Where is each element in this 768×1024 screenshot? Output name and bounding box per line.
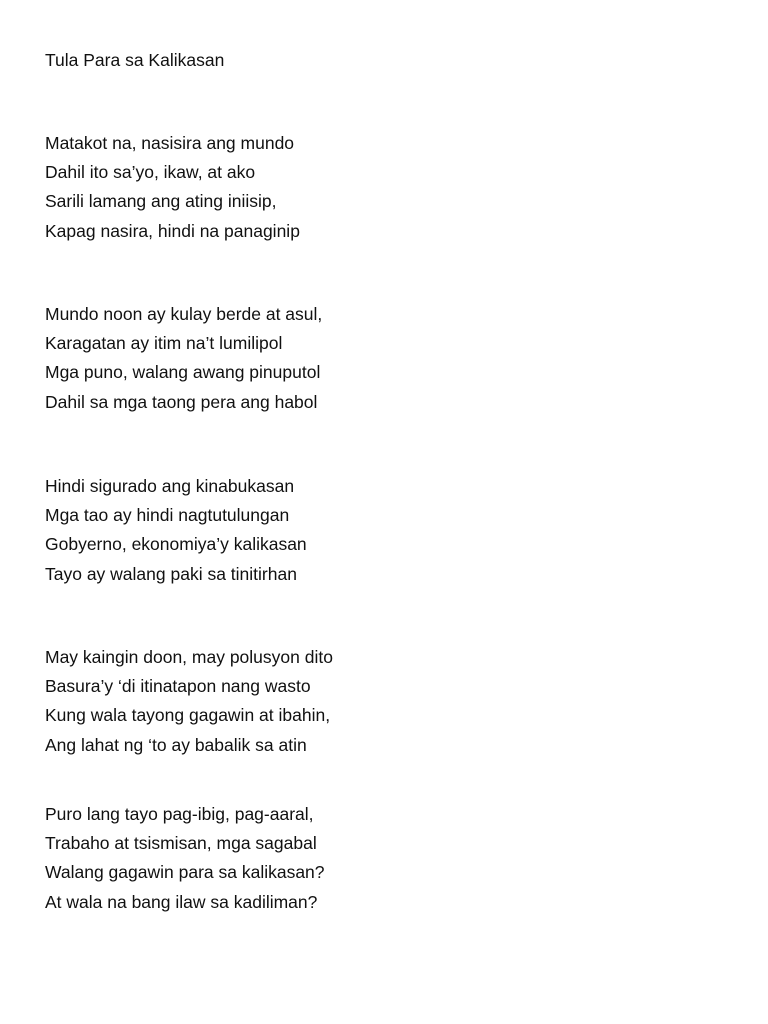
poem-line: Matakot na, nasisira ang mundo: [45, 133, 295, 153]
poem-line: May kaingin doon, may polusyon dito: [45, 647, 333, 667]
poem-line: Walang gagawin para sa kalikasan?: [45, 862, 325, 883]
poem-line: Gobyerno, ekonomiya’y kalikasan: [45, 534, 307, 555]
poem-line: Tayo ay walang paki sa tinitirhan: [45, 563, 297, 584]
poem-line: Dahil sa mga taong pera ang habol: [45, 391, 318, 412]
poem-line: Puro lang tayo pag-ibig, pag-aaral,: [45, 804, 314, 824]
poem-stanza-2: [45, 300, 322, 417]
poem-stanza-3: [45, 472, 307, 589]
poem-line: Dahil ito sa’yo, ikaw, at ako: [45, 162, 256, 183]
poem-line: Sarili lamang ang ating iniisip,: [45, 191, 277, 212]
poem-line: Trabaho at tsismisan, mga sagabal: [45, 833, 317, 854]
poem-line: Mundo noon ay kulay berde at asul,: [45, 304, 323, 324]
poem-title: Tula Para sa Kalikasan: [45, 50, 225, 70]
poem-line: Kapag nasira, hindi na panaginip: [45, 220, 300, 241]
poem-stanza-1: [45, 129, 300, 246]
poem-line: Mga tao ay hindi nagtutulungan: [45, 505, 290, 526]
poem-line: Hindi sigurado ang kinabukasan: [45, 476, 295, 496]
poem-line: Karagatan ay itim na’t lumilipol: [45, 333, 283, 354]
poem-line: Kung wala tayong gagawin at ibahin,: [45, 705, 331, 726]
poem-line: At wala na bang ilaw sa kadiliman?: [45, 891, 318, 912]
poem-stanza-5: [45, 800, 325, 917]
poem-line: Mga puno, walang awang pinuputol: [45, 362, 321, 383]
poem-line: Basura’y ‘di itinatapon nang wasto: [45, 676, 311, 697]
poem-line: Ang lahat ng ‘to ay babalik sa atin: [45, 734, 307, 755]
poem-stanza-4: [45, 643, 333, 760]
